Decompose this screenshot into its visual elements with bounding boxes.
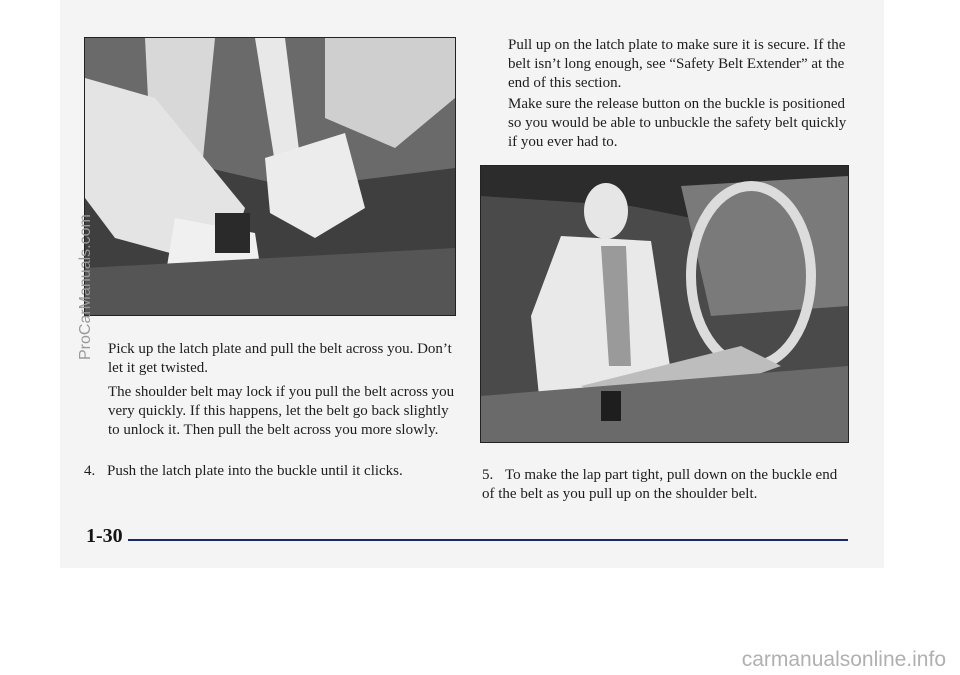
driver-seatbelt-illustration <box>480 165 849 443</box>
pull-latch-paragraph: Pull up on the latch plate to make sure it is secure. If the belt isn’t long enough, see “Safety Belt Extender” at the end of this section. <box>508 37 846 91</box>
side-watermark: ProCarManuals.com <box>77 214 94 360</box>
step-5-number: 5. <box>482 467 494 483</box>
step-4-text: Push the latch plate into the buckle until it clicks. <box>107 463 403 479</box>
step-4-number: 4. <box>84 463 96 479</box>
bottom-watermark: carmanualsonline.info <box>741 648 946 671</box>
release-button-paragraph: Make sure the release button on the buckle is positioned so you would be able to unbuckle the safety belt quickly if you ever had to. <box>508 96 847 150</box>
latch-plate-illustration <box>84 37 456 316</box>
step-latch-plate-text: Pick up the latch plate and pull the belt across you. Don’t let it get twisted. <box>108 341 452 376</box>
step-4 <box>84 462 454 481</box>
step-5 <box>482 466 852 504</box>
step-5-text: To make the lap part tight, pull down on the buckle end of the belt as you pull up on the shoulder belt. <box>482 467 838 502</box>
page-number: 1-30 <box>86 525 123 547</box>
footer-rule <box>128 539 848 541</box>
shoulder-belt-lock-paragraph: The shoulder belt may lock if you pull the belt across you very quickly. If this happens, let the belt go back slightly to unlock it. Then pull the belt across you more slowly. <box>108 384 455 438</box>
